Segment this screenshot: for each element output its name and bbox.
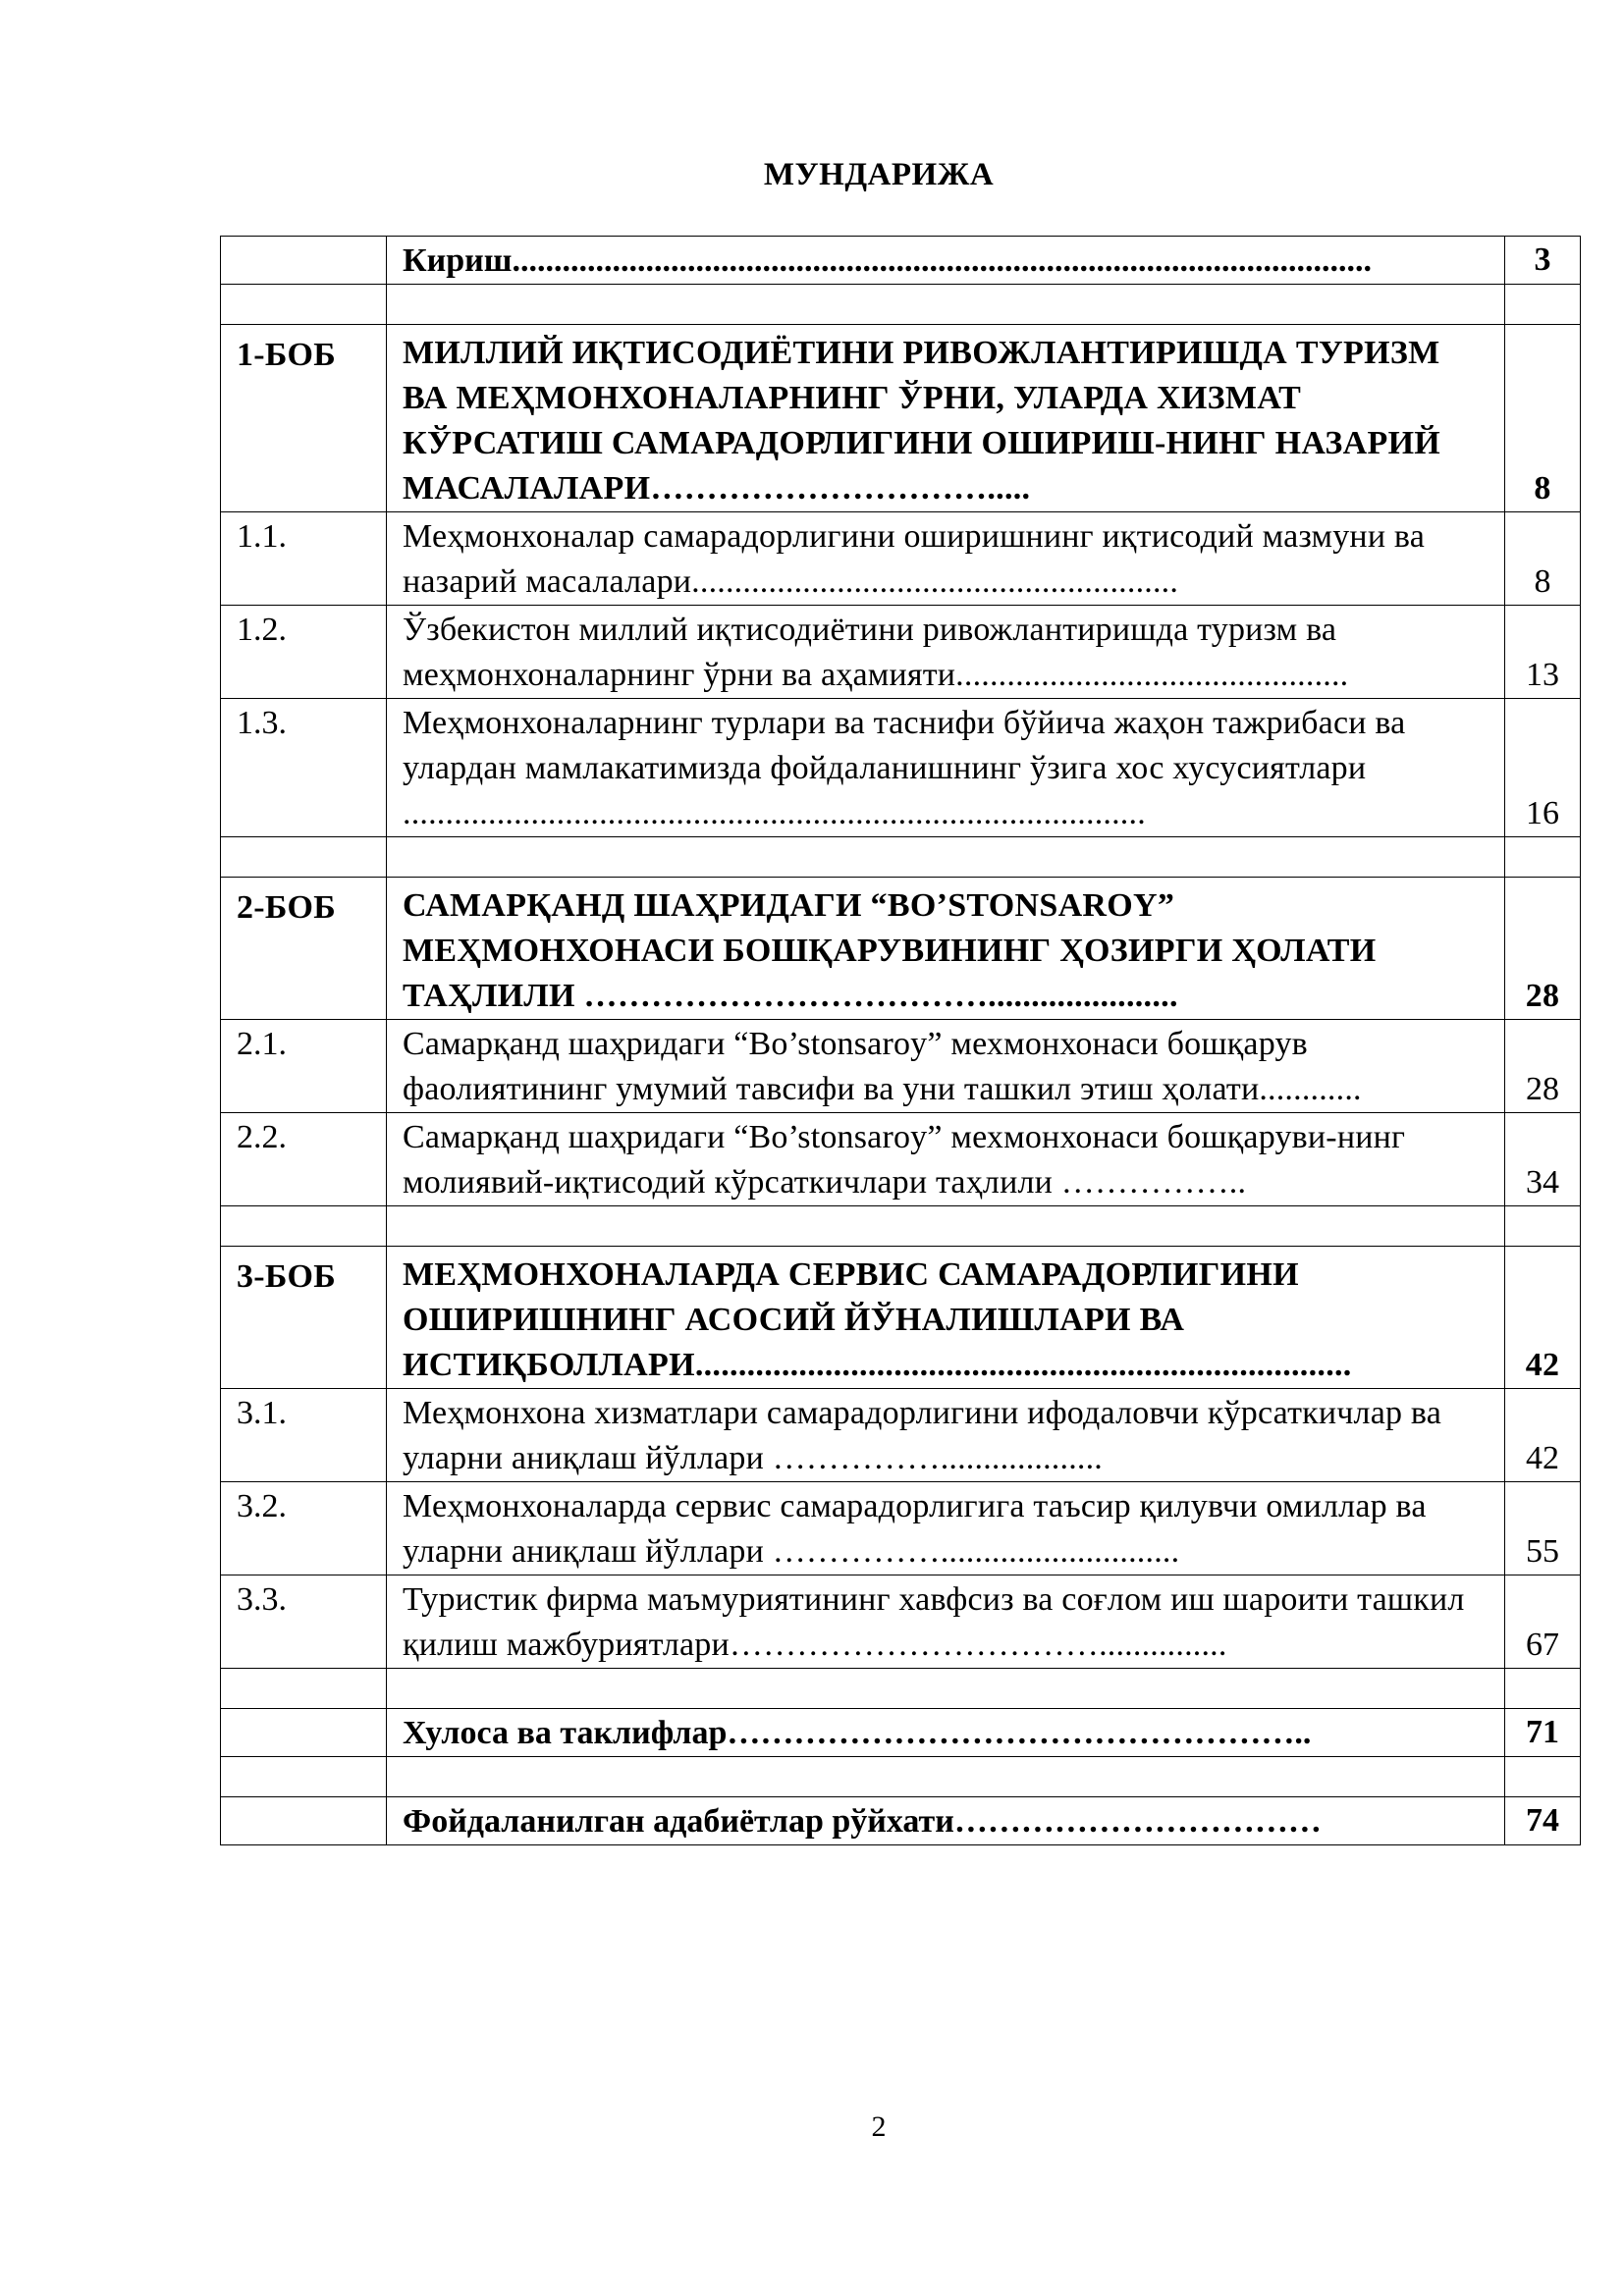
- toc-row-conclusion: [221, 1709, 1581, 1757]
- toc-page-number: 8: [1505, 512, 1581, 606]
- toc-row-chapter-3: [221, 1247, 1581, 1389]
- section-title[interactable]: Меҳмонхоналарнинг турлари ва таснифи бўйича жаҳон тажрибаси ва улардан мамлакатимизда фойдаланишнинг ўзига хос хусусиятлари .......................................................................................: [387, 699, 1505, 837]
- chapter-title[interactable]: МИЛЛИЙ ИҚТИСОДИЁТИНИ РИВОЖЛАНТИРИШДА ТУРИЗМ ВА МЕҲМОНХОНАЛАРНИНГ ЎРНИ, УЛАРДА ХИЗМАТ КЎРСАТИШ САМАРАДОРЛИГИНИ ОШИРИШ-НИНГ НАЗАРИЙ МАСАЛАЛАРИ………………………….....: [387, 325, 1505, 512]
- toc-page-number: 55: [1505, 1482, 1581, 1575]
- chapter-title[interactable]: САМАРҚАНД ШАҲРИДАГИ “BO’STONSAROY” МЕҲМОНХОНАСИ БОШҚАРУВИНИНГ ҲОЗИРГИ ҲОЛАТИ ТАҲЛИЛИ ………………………………......................: [387, 878, 1505, 1020]
- toc-page-number: 8: [1505, 325, 1581, 512]
- section-label: 1.3.: [221, 699, 387, 837]
- toc-row-section-1-2: [221, 606, 1581, 699]
- chapter-label: 2-БОБ: [221, 878, 387, 1020]
- toc-row-section-3-3: [221, 1575, 1581, 1669]
- table-of-contents: [220, 236, 1581, 1845]
- section-title[interactable]: Самарқанд шаҳридаги “Bo’stonsaroy” мехмонхонаси бошқарув фаолиятининг умумий тавсифи ва уни ташкил этиш ҳолати............: [387, 1020, 1505, 1113]
- toc-row-chapter-2: [221, 878, 1581, 1020]
- toc-row-section-1-3: [221, 699, 1581, 837]
- section-label: 1.1.: [221, 512, 387, 606]
- toc-title[interactable]: Кириш.......................................................................................................: [387, 237, 1505, 285]
- toc-spacer-row: [221, 1669, 1581, 1709]
- toc-page-number: 34: [1505, 1113, 1581, 1206]
- toc-row-chapter-1: [221, 325, 1581, 512]
- toc-label-cell: [221, 237, 387, 285]
- section-title[interactable]: Меҳмонхона хизматлари самарадорлигини ифодаловчи кўрсаткичлар ва уларни аниқлаш йўллари ……………...................: [387, 1389, 1505, 1482]
- toc-page-number: 42: [1505, 1389, 1581, 1482]
- toc-page-number: 74: [1505, 1797, 1581, 1845]
- toc-label-cell: [221, 1709, 387, 1757]
- toc-row-section-3-1: [221, 1389, 1581, 1482]
- toc-spacer-row: [221, 1206, 1581, 1247]
- toc-page-number: 67: [1505, 1575, 1581, 1669]
- toc-row-intro: [221, 237, 1581, 285]
- section-label: 3.3.: [221, 1575, 387, 1669]
- toc-row-section-2-1: [221, 1020, 1581, 1113]
- toc-title[interactable]: Хулоса ва таклифлар……………………………………………..: [387, 1709, 1505, 1757]
- chapter-label: 3-БОБ: [221, 1247, 387, 1389]
- toc-page-number: 28: [1505, 1020, 1581, 1113]
- toc-page-number: 42: [1505, 1247, 1581, 1389]
- section-title[interactable]: Туристик фирма маъмуриятининг хавфсиз ва соғлом иш шароити ташкил қилиш мажбуриятлари……………………………...............: [387, 1575, 1505, 1669]
- toc-page-number: 28: [1505, 878, 1581, 1020]
- section-title[interactable]: Ўзбекистон миллий иқтисодиётини ривожлантиришда туризм ва меҳмонхоналарнинг ўрни ва аҳамияти..............................................: [387, 606, 1505, 699]
- page-title: МУНДАРИЖА: [763, 157, 995, 192]
- section-label: 2.2.: [221, 1113, 387, 1206]
- toc-row-references: [221, 1797, 1581, 1845]
- toc-row-section-3-2: [221, 1482, 1581, 1575]
- toc-spacer-row: [221, 837, 1581, 878]
- toc-row-section-2-2: [221, 1113, 1581, 1206]
- section-title[interactable]: Меҳмонхоналарда сервис самарадорлигига таъсир қилувчи омиллар ва уларни аниқлаш йўллари ……………............................: [387, 1482, 1505, 1575]
- page-number: 2: [871, 2110, 887, 2143]
- toc-page-number: 13: [1505, 606, 1581, 699]
- toc-label-cell: [221, 1797, 387, 1845]
- toc-page-number: 71: [1505, 1709, 1581, 1757]
- chapter-title[interactable]: МЕҲМОНХОНАЛАРДА СЕРВИС САМАРАДОРЛИГИНИ ОШИРИШНИНГ АСОСИЙ ЙЎНАЛИШЛАРИ ВА ИСТИҚБОЛЛАРИ............................................................................: [387, 1247, 1505, 1389]
- section-label: 3.1.: [221, 1389, 387, 1482]
- chapter-label: 1-БОБ: [221, 325, 387, 512]
- toc-spacer-row: [221, 1757, 1581, 1797]
- toc-spacer-row: [221, 285, 1581, 325]
- toc-page-number: 3: [1505, 237, 1581, 285]
- section-label: 2.1.: [221, 1020, 387, 1113]
- toc-row-section-1-1: [221, 512, 1581, 606]
- section-label: 3.2.: [221, 1482, 387, 1575]
- toc-title[interactable]: Фойдаланилган адабиётлар рўйхати……………………………: [387, 1797, 1505, 1845]
- section-title[interactable]: Самарқанд шаҳридаги “Bo’stonsaroy” мехмонхонаси бошқаруви-нинг молиявий-иқтисодий кўрсаткичлари таҳлили ……………..: [387, 1113, 1505, 1206]
- toc-page-number: 16: [1505, 699, 1581, 837]
- section-label: 1.2.: [221, 606, 387, 699]
- section-title[interactable]: Меҳмонхоналар самарадорлигини оширишнинг иқтисодий мазмуни ва назарий масалалари.........................................................: [387, 512, 1505, 606]
